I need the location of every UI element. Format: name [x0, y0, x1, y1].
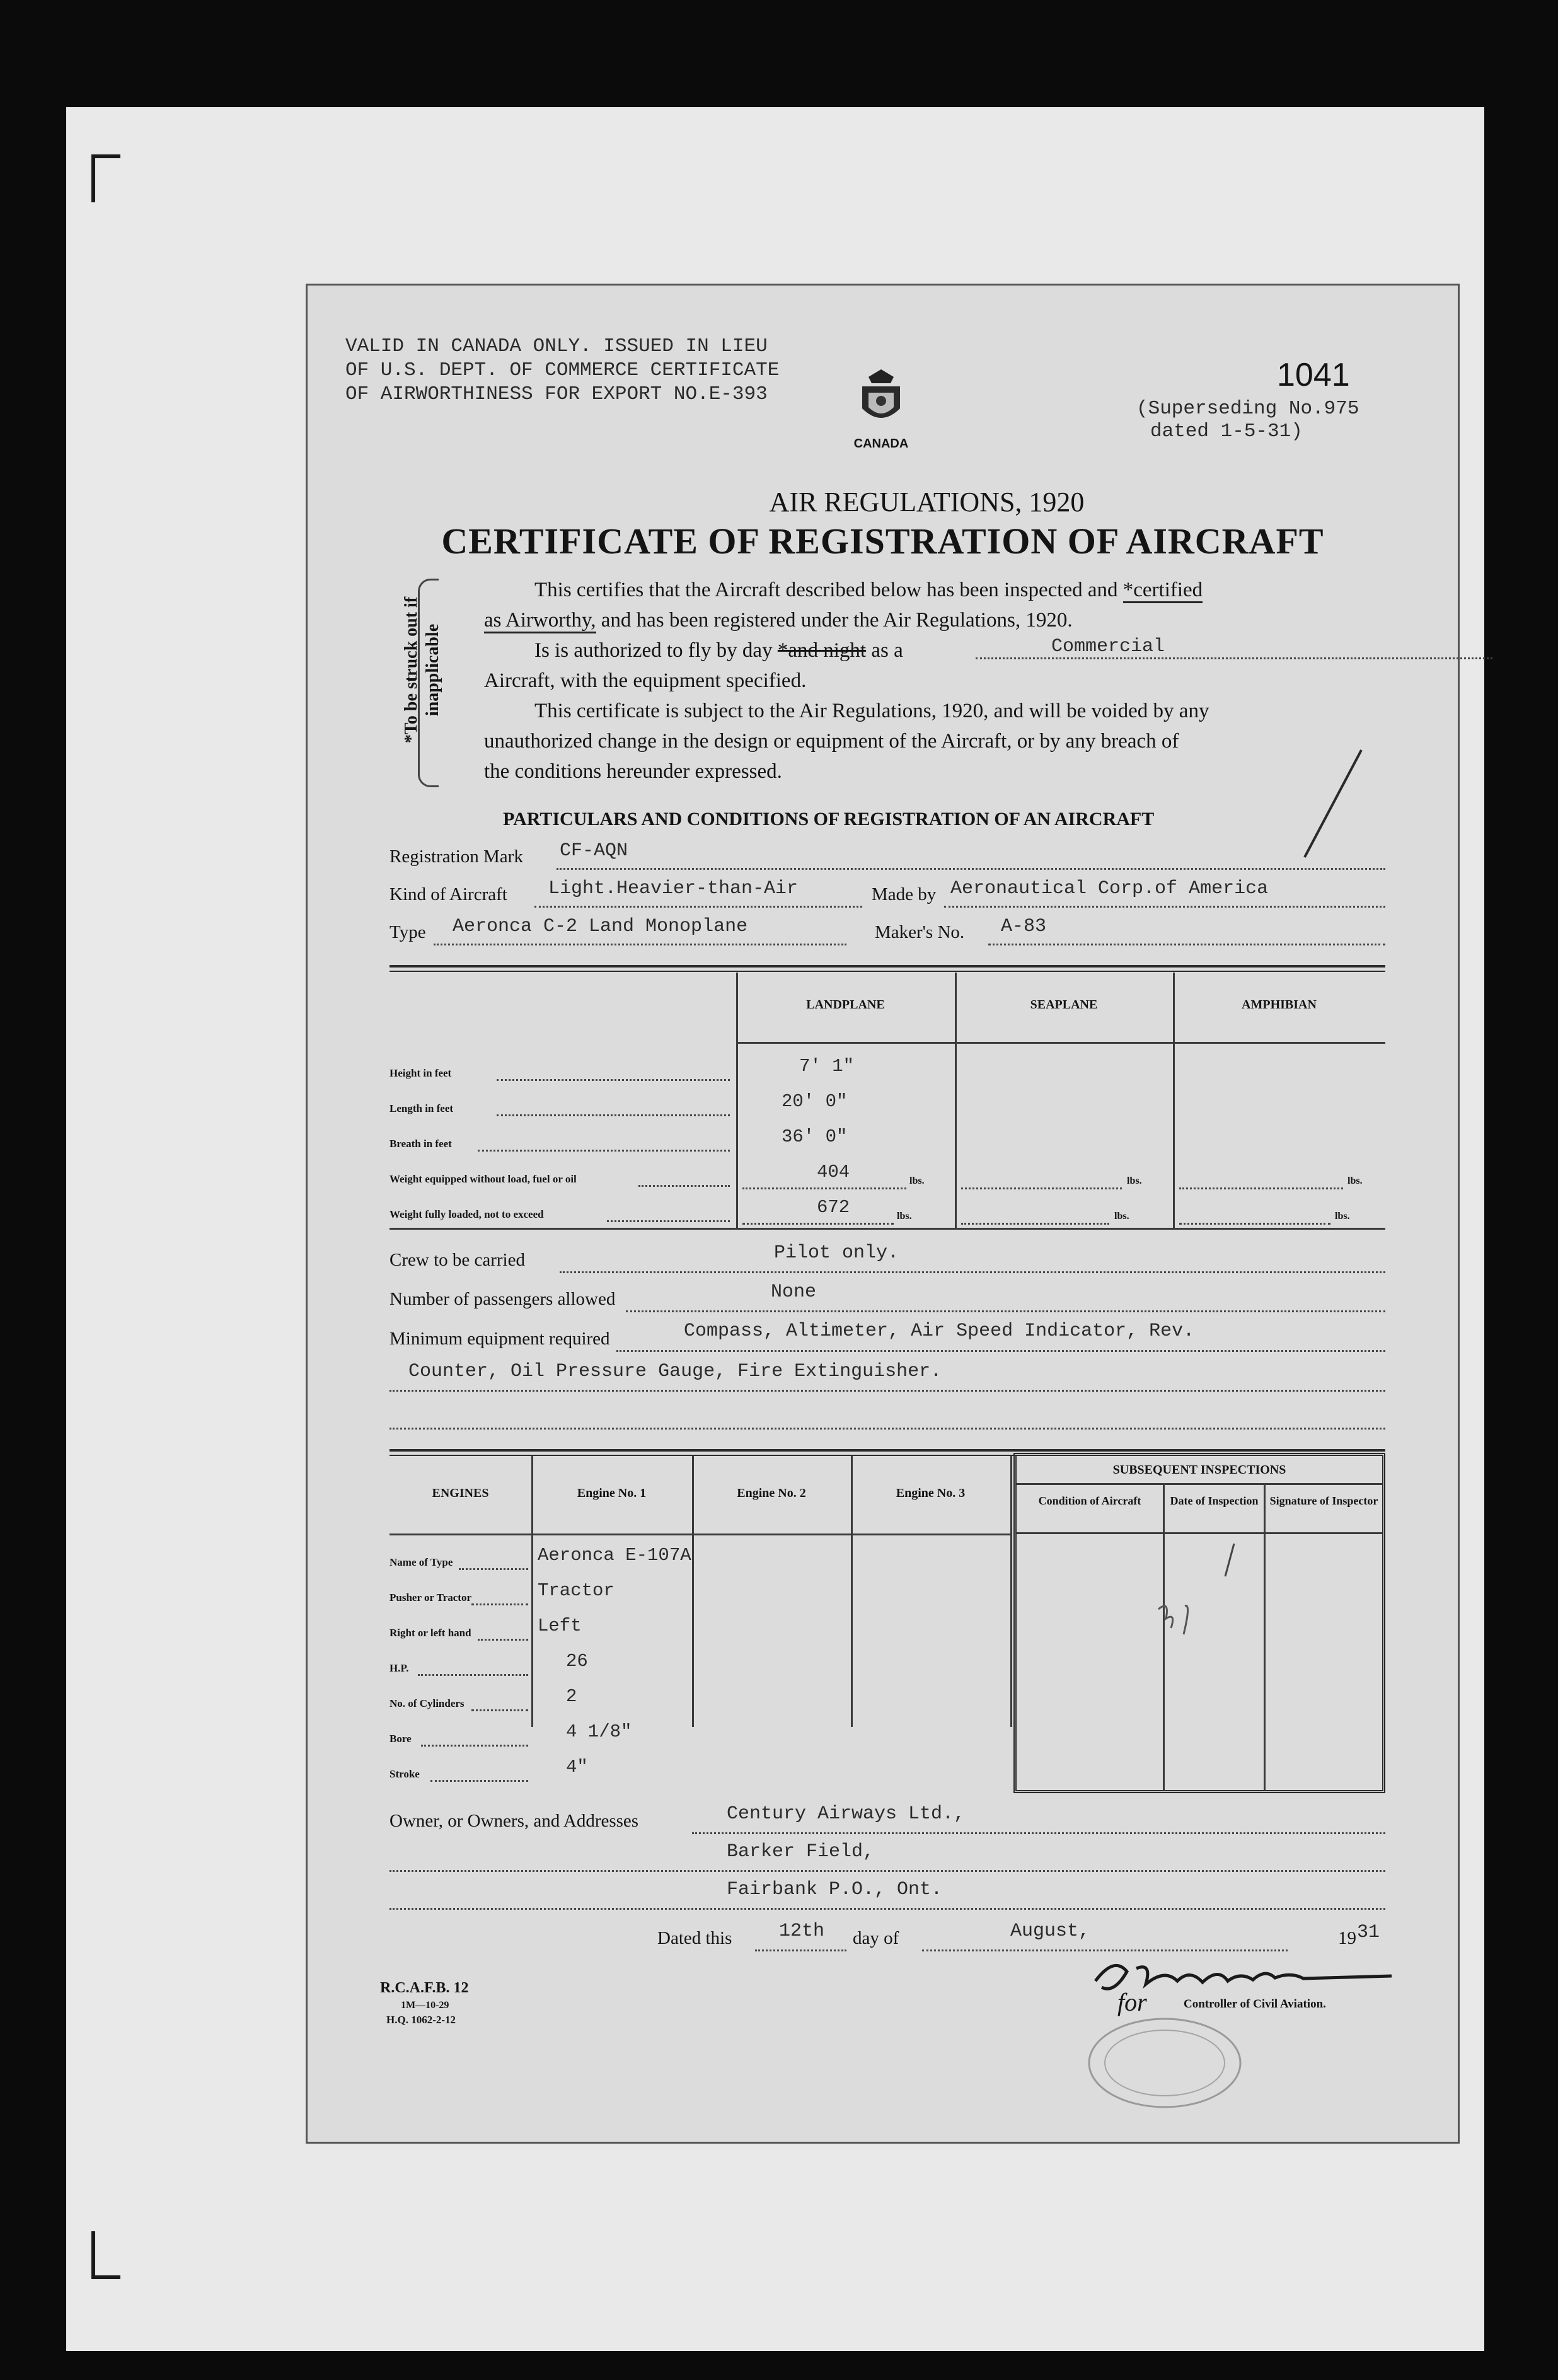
- engine-row-dotline: [418, 1673, 528, 1676]
- dim-row-dotline: [497, 1078, 730, 1081]
- kind-dotline: [534, 904, 862, 908]
- breath-landplane: 36' 0": [782, 1126, 848, 1147]
- validity-line-2: OF U.S. DEPT. OF COMMERCE CERTIFICATE: [345, 359, 780, 381]
- owners-dotline-3: [390, 1907, 1385, 1910]
- paragraph-certifies: [484, 575, 1429, 636]
- makers-no-value: A-83: [1001, 916, 1047, 937]
- makers-no-dotline: [988, 942, 1385, 945]
- type-label: Type: [390, 922, 426, 942]
- engines-top-rule-2: [390, 1455, 1048, 1456]
- equipment-label: Minimum equipment required: [390, 1329, 610, 1349]
- passengers-dotline: [626, 1309, 1385, 1312]
- owners-line-1: Century Airways Ltd.,: [727, 1803, 966, 1825]
- seal-icon: [1083, 2013, 1247, 2113]
- lbs-dotline: [742, 1222, 894, 1225]
- owners-dotline-2: [390, 1869, 1385, 1872]
- certificate-number: 1041: [1277, 357, 1350, 393]
- dim-row-label: Breath in feet: [390, 1138, 452, 1150]
- made-by-dotline: [944, 904, 1385, 908]
- lbs-dotline: [742, 1187, 906, 1189]
- superseding-line-1: (Superseding No.975: [1136, 398, 1359, 420]
- engine-row-label: H.P.: [390, 1662, 409, 1674]
- dim-row-dotline: [497, 1114, 730, 1116]
- dated-day-dotline: [755, 1948, 846, 1951]
- unit-lbs: lbs.: [1335, 1211, 1350, 1222]
- engine-row-label: Name of Type: [390, 1556, 453, 1568]
- validity-line-1: VALID IN CANADA ONLY. ISSUED IN LIEU: [345, 335, 768, 357]
- unit-lbs: lbs.: [1114, 1211, 1129, 1222]
- para3-line-3: the conditions hereunder expressed.: [484, 760, 782, 783]
- unit-lbs: lbs.: [897, 1211, 912, 1222]
- form-number: R.C.A.F.B. 12: [380, 1980, 469, 1996]
- engine-row-dotline: [430, 1779, 528, 1782]
- lbs-dotline: [961, 1222, 1109, 1225]
- seal-embossed: [1275, 2183, 1477, 2309]
- registration-mark-value: CF-AQN: [560, 840, 628, 862]
- engine-1-stroke: 4": [566, 1757, 588, 1777]
- form-print-run: 1M—10-29: [401, 2000, 449, 2011]
- engine-row-label: Right or left hand: [390, 1627, 471, 1639]
- owners-line-2: Barker Field,: [727, 1841, 875, 1863]
- engine-row-label: No. of Cylinders: [390, 1697, 465, 1709]
- owners-line-3: Fairbank P.O., Ont.: [727, 1879, 943, 1900]
- dim-row-dotline: [638, 1184, 730, 1187]
- dim-row-label: Weight equipped without load, fuel or oil: [390, 1173, 577, 1185]
- equipment-dotline-1: [616, 1349, 1385, 1352]
- controller-title: Controller of Civil Aviation.: [1184, 1997, 1326, 2011]
- passengers-value: None: [771, 1281, 817, 1303]
- dimensions-top-rule: [390, 965, 1385, 968]
- para2-text-d: Aircraft, with the equipment specified.: [484, 669, 807, 692]
- insp-col-condition: Condition of Aircraft: [1038, 1494, 1141, 1507]
- para3-line-1: This certificate is subject to the Air Regulations, 1920, and will be voided by any: [534, 700, 1209, 722]
- air-regulations-heading: AIR REGULATIONS, 1920: [769, 487, 1085, 517]
- paragraph-authorized: [484, 636, 1429, 696]
- engine-row-label: Bore: [390, 1733, 412, 1745]
- para2-text-a: Is is authorized to fly by day: [534, 639, 778, 662]
- weight-loaded-landplane: 672: [817, 1197, 850, 1218]
- dated-year-prefix: 19: [1338, 1928, 1356, 1948]
- crop-mark-bottom-left: [91, 2231, 120, 2279]
- dated-year: 31: [1357, 1922, 1380, 1943]
- inspections-header: SUBSEQUENT INSPECTIONS: [1112, 1463, 1286, 1477]
- kind-of-aircraft-value: Light.Heavier-than-Air: [548, 878, 799, 899]
- unit-lbs: lbs.: [909, 1176, 925, 1186]
- weight-empty-landplane: 404: [817, 1162, 850, 1182]
- authorized-as-value: Commercial: [1051, 636, 1165, 657]
- dimensions-top-rule-2: [390, 971, 1385, 972]
- type-dotline: [434, 942, 846, 945]
- dated-day-of: day of: [853, 1928, 899, 1948]
- validity-line-3: OF AIRWORTHINESS FOR EXPORT NO.E-393: [345, 383, 768, 405]
- dim-row-label: Weight fully loaded, not to exceed: [390, 1208, 544, 1220]
- engine-row-dotline: [459, 1568, 528, 1570]
- passengers-label: Number of passengers allowed: [390, 1289, 616, 1309]
- engine-2-header: Engine No. 2: [737, 1486, 806, 1500]
- insp-col-signature: Signature of Inspector: [1269, 1494, 1378, 1507]
- engine-row-label: Pusher or Tractor: [390, 1591, 471, 1603]
- lbs-dotline: [1179, 1222, 1330, 1225]
- engine-1-bore: 4 1/8": [566, 1721, 632, 1742]
- dim-row-dotline: [478, 1149, 730, 1152]
- canada-crest: [846, 364, 916, 451]
- crew-dotline: [560, 1270, 1385, 1273]
- para3-line-2: unauthorized change in the design or equipment of the Aircraft, or by any breach of: [484, 729, 1179, 753]
- particulars-heading: PARTICULARS AND CONDITIONS OF REGISTRATION OF AN AIRCRAFT: [503, 809, 1155, 829]
- para2-and-night: *and night: [777, 639, 867, 662]
- equipment-line-2: Counter, Oil Pressure Gauge, Fire Extinguisher.: [408, 1361, 942, 1382]
- eng-header-rule: [390, 1534, 1010, 1535]
- dim-row-label: Height in feet: [390, 1067, 452, 1079]
- engines-header: ENGINES: [432, 1486, 489, 1500]
- crest-icon: [846, 364, 916, 434]
- engine-row-dotline: [478, 1638, 528, 1641]
- engines-top-rule: [390, 1449, 1385, 1452]
- made-by-label: Made by: [872, 884, 937, 904]
- engine-1-name: Aeronca E-107A: [538, 1545, 691, 1566]
- dim-col-seaplane: SEAPLANE: [1030, 998, 1098, 1012]
- dated-month: August,: [1010, 1921, 1090, 1942]
- height-landplane: 7' 1": [799, 1056, 855, 1077]
- registration-dotline: [557, 867, 1385, 870]
- insp-col-date: Date of Inspection: [1170, 1494, 1259, 1507]
- strike-out-note: *To be struck out if inapplicable: [401, 596, 442, 744]
- unit-lbs: lbs.: [1347, 1176, 1363, 1186]
- equipment-line-1: Compass, Altimeter, Air Speed Indicator, Rev.: [684, 1320, 1195, 1342]
- lbs-dotline: [1179, 1187, 1343, 1189]
- lbs-dotline: [961, 1187, 1122, 1189]
- type-value: Aeronca C-2 Land Monoplane: [453, 916, 748, 937]
- registration-mark-label: Registration Mark: [390, 846, 523, 867]
- makers-no-label: Maker's No.: [875, 922, 965, 942]
- engine-1-hand: Left: [538, 1615, 582, 1636]
- engine-1-cylinders: 2: [566, 1686, 577, 1707]
- dim-col-landplane: LANDPLANE: [806, 998, 885, 1012]
- crew-label: Crew to be carried: [390, 1250, 525, 1270]
- engine-row-dotline: [471, 1603, 528, 1605]
- crop-mark-top-left: [91, 154, 120, 202]
- eng-col-divider-4: [1010, 1456, 1012, 1727]
- owners-label: Owner, or Owners, and Addresses: [390, 1811, 639, 1831]
- side-note-bracket: [418, 579, 439, 787]
- engine-row-dotline: [471, 1709, 528, 1711]
- engine-1-pusher-tractor: Tractor: [538, 1580, 615, 1601]
- dim-header-rule: [736, 1042, 1385, 1044]
- form-hq-ref: H.Q. 1062-2-12: [386, 2014, 456, 2026]
- dim-row-dotline: [607, 1220, 730, 1222]
- equipment-dotline-3: [390, 1426, 1385, 1430]
- para2-text-c: as a: [866, 639, 903, 662]
- dated-label: Dated this: [657, 1928, 732, 1948]
- length-landplane: 20' 0": [782, 1091, 848, 1112]
- insp-col-rule: [1017, 1532, 1382, 1534]
- pencil-mark: [1140, 1540, 1240, 1641]
- para1-text-d: and has been registered under the Air Regulations, 1920.: [596, 608, 1073, 632]
- para1-airworthy: as Airworthy,: [484, 609, 596, 633]
- engine-1-header: Engine No. 1: [577, 1486, 647, 1500]
- certificate-paper: [306, 284, 1460, 2144]
- owners-dotline-1: [692, 1831, 1385, 1834]
- engine-row-dotline: [421, 1744, 528, 1747]
- dim-bottom-rule: [390, 1228, 1385, 1230]
- stray-pencil-line: [1292, 744, 1368, 870]
- superseding-note: [1136, 398, 1359, 443]
- engine-1-hp: 26: [566, 1651, 588, 1672]
- para1-certified: *certified: [1123, 579, 1203, 603]
- para1-text-a: This certifies that the Aircraft described below has been inspected and: [534, 579, 1123, 601]
- engine-row-label: Stroke: [390, 1768, 420, 1780]
- dim-row-label: Length in feet: [390, 1102, 454, 1114]
- dated-day: 12th: [779, 1921, 825, 1942]
- made-by-value: Aeronautical Corp.of America: [950, 878, 1269, 899]
- superseding-line-2: dated 1-5-31): [1150, 420, 1303, 442]
- insp-col-divider-2: [1264, 1483, 1266, 1790]
- paragraph-subject: [484, 696, 1429, 787]
- engine-3-header: Engine No. 3: [896, 1486, 966, 1500]
- dim-col-amphibian: AMPHIBIAN: [1242, 998, 1317, 1012]
- crew-value: Pilot only.: [774, 1242, 899, 1264]
- insp-header-rule: [1017, 1483, 1382, 1485]
- validity-stamp: [345, 335, 779, 407]
- kind-of-aircraft-label: Kind of Aircraft: [390, 884, 507, 904]
- certificate-title: CERTIFICATE OF REGISTRATION OF AIRCRAFT: [441, 521, 1324, 562]
- equipment-dotline-2: [390, 1389, 1385, 1392]
- for-signature-note: for: [1117, 1988, 1147, 2016]
- crest-label: CANADA: [853, 437, 909, 451]
- unit-lbs: lbs.: [1127, 1176, 1142, 1186]
